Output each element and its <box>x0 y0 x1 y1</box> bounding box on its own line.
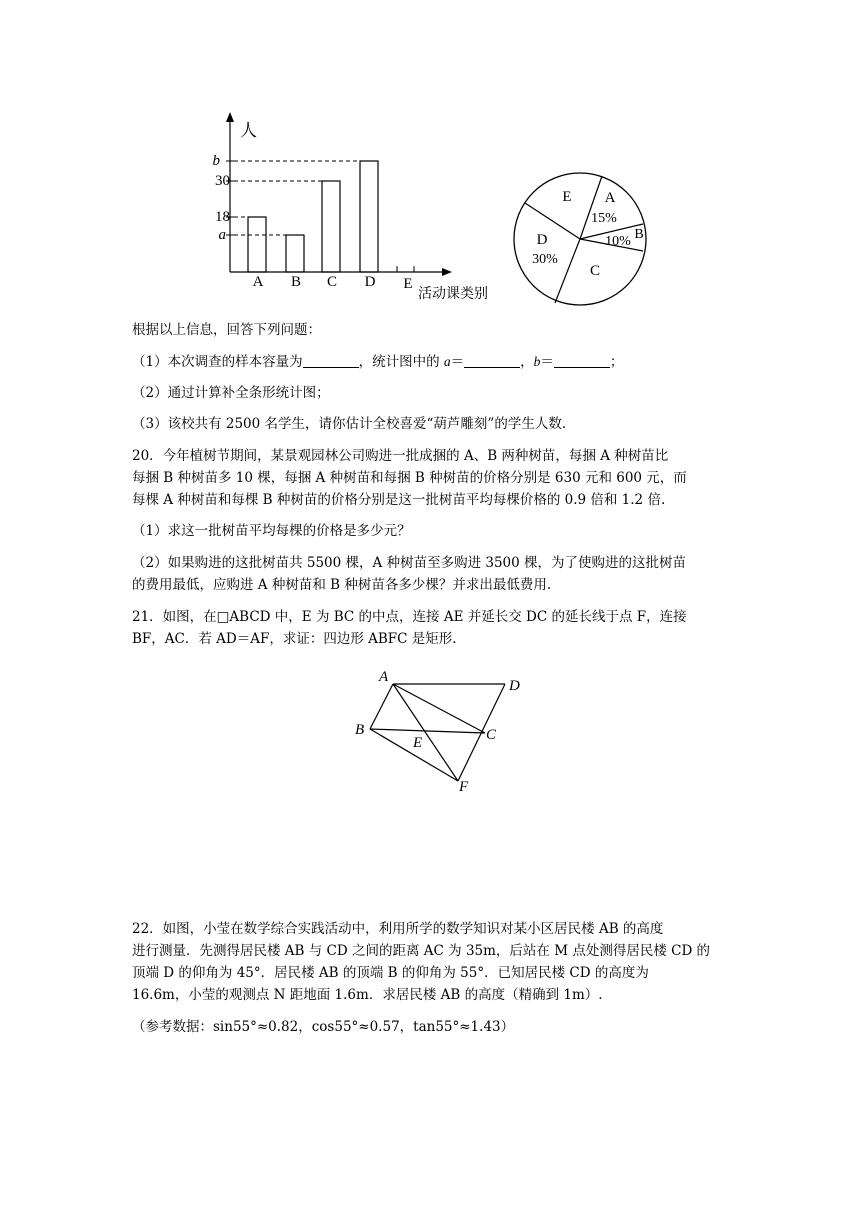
category-D: D <box>364 274 376 290</box>
q19-part2: （2）通过计算补全条形统计图； <box>132 385 330 401</box>
y-axis-label: 人 <box>240 121 257 140</box>
q20-line1: 20．今年植树节期间，某景观园林公司购进一批成捆的 A、B 两种树苗，每捆 A 种树苗比 <box>132 448 669 464</box>
q20-line3: 每棵 A 种树苗和每棵 B 种树苗的价格分别是这一批树苗平均每棵价格的 0.9 倍和 1.2 倍. <box>132 492 666 508</box>
segment-AB <box>370 684 393 729</box>
q19-part3: （3）该校共有 2500 名学生，请你估计全校喜爱“葫芦雕刻”的学生人数. <box>132 416 567 432</box>
bar-A <box>248 217 266 272</box>
q20-line2: 每捆 B 种树苗多 10 棵，每捆 A 种树苗和每捆 B 种树苗的价格分别是 630 元和 600 元，而 <box>132 470 687 486</box>
pie-label-E: E <box>562 189 572 205</box>
a-blank[interactable] <box>464 353 520 368</box>
q22-line2: 进行测量．先测得居民楼 AB 与 CD 之间的距离 AC 为 35m，后站在 M 点处测得居民楼 CD 的 <box>132 943 711 959</box>
pie-divider-4 <box>555 239 580 303</box>
bar-D <box>360 161 378 272</box>
q19-semicolon: ； <box>609 354 624 370</box>
var-b: b <box>533 354 541 369</box>
q21-line1: 21．如图，在□ABCD 中，E 为 BC 的中点，连接 AE 并延长交 DC 的延长线于点 F，连接 <box>132 609 687 625</box>
var-a: a <box>443 354 451 369</box>
pie-pct-B: 10% <box>605 234 631 249</box>
category-E: E <box>403 276 413 292</box>
segment-AC <box>393 684 485 733</box>
pie-label-B: B <box>634 227 644 242</box>
tick-label-b: b <box>212 153 220 169</box>
segment-AF <box>393 684 458 781</box>
b-blank[interactable] <box>554 353 610 368</box>
eq-a: ＝ <box>450 354 465 370</box>
pie-chart <box>505 170 655 310</box>
point-A: A <box>379 669 389 685</box>
category-C: C <box>326 274 338 290</box>
parallelogram-figure <box>345 663 535 798</box>
category-B: B <box>290 274 302 290</box>
point-B: B <box>355 722 365 738</box>
q19-part1-text: （1）本次调查的样本容量为 <box>132 354 303 370</box>
pie-label-C: C <box>589 263 601 279</box>
category-A: A <box>252 274 264 290</box>
q19-comma: ， <box>520 354 534 370</box>
point-C: C <box>486 727 497 743</box>
q22-line4: 16.6m，小莹的观测点 N 距地面 1.6m．求居民楼 AB 的高度（精确到 1m）. <box>132 987 603 1003</box>
pie-pct-D: 30% <box>532 252 558 267</box>
point-D: D <box>509 678 520 694</box>
eq-b: ＝ <box>540 354 554 370</box>
q20-part2-line2: 的费用最低，应购进 A 种树苗和 B 种树苗各多少棵？并求出最低费用. <box>132 577 552 593</box>
q22-line3: 顶端 D 的仰角为 45°．居民楼 AB 的顶端 B 的仰角为 55°．已知居民楼 CD 的高度为 <box>132 965 649 981</box>
q21-line2: BF，AC．若 AD＝AF，求证：四边形 ABFC 是矩形. <box>132 631 457 647</box>
point-F: F <box>459 779 469 795</box>
q19-part1 <box>132 352 623 372</box>
q19-part1-mid: ，统计图中的 <box>358 354 444 370</box>
bar-chart <box>200 108 510 300</box>
segment-BC <box>370 729 485 733</box>
pie-divider-1 <box>580 176 602 239</box>
bar-B <box>286 235 304 272</box>
pie-label-A: A <box>604 190 616 206</box>
tick-label-18: 18 <box>215 209 230 225</box>
x-axis-arrow <box>442 268 452 276</box>
q20-part1: （1）求这一批树苗平均每棵的价格是多少元？ <box>132 523 411 539</box>
pie-pct-A: 15% <box>591 211 617 226</box>
sample-size-blank[interactable] <box>303 353 359 368</box>
point-E: E <box>413 735 423 751</box>
q22-line1: 22．如图，小莹在数学综合实践活动中，利用所学的数学知识对某小区居民楼 AB 的高度 <box>132 921 664 937</box>
q19-intro: 根据以上信息，回答下列问题： <box>132 322 321 338</box>
pie-label-D: D <box>536 232 548 248</box>
x-axis-label: 活动课类别 <box>418 287 488 300</box>
q22-reference-data: （参考数据：sin55°≈0.82，cos55°≈0.57，tan55°≈1.43） <box>132 1019 515 1035</box>
y-axis-arrow <box>226 112 234 122</box>
tick-label-30: 30 <box>215 173 230 189</box>
tick-label-a: a <box>218 227 226 243</box>
bar-C <box>322 181 340 272</box>
pie-divider-5 <box>525 203 580 239</box>
q20-part2-line1: （2）如果购进的这批树苗共 5500 棵，A 种树苗至多购进 3500 棵，为了使购进的这批树苗 <box>132 555 687 571</box>
